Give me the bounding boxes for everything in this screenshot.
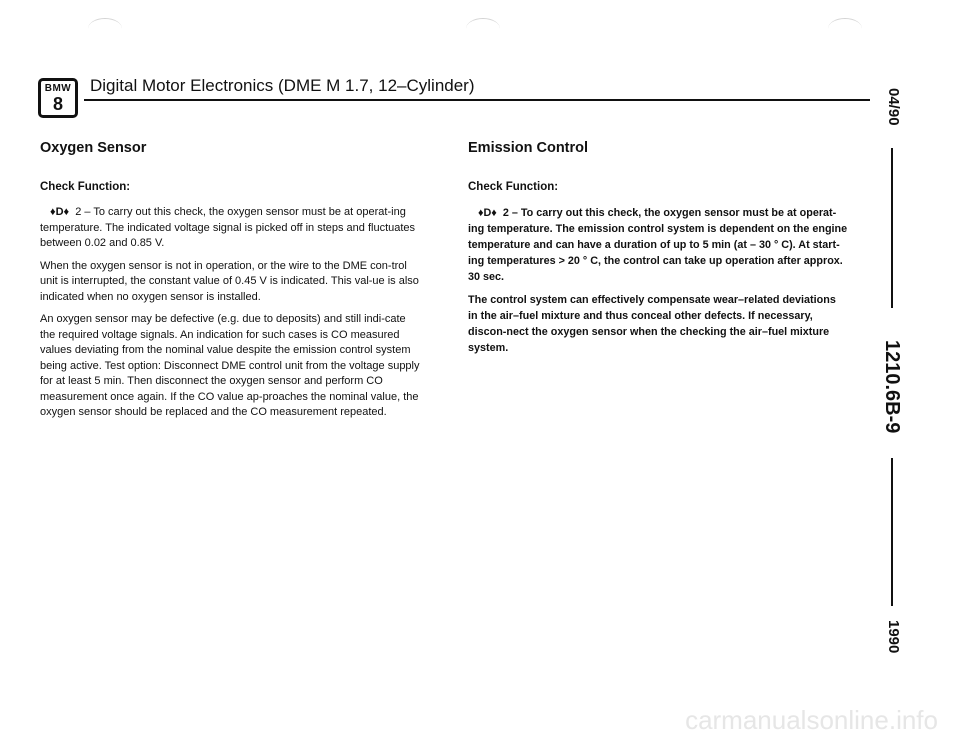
diagnostic-marker: ♦D♦ xyxy=(50,206,70,218)
paragraph-1-text: 2 – To carry out this check, the oxygen sensor must be at operat-ing temperature. The indicated voltage signal is picked off in steps and fluctuates between 0.02 and 0.85 V. xyxy=(40,206,416,249)
section-title-oxygen-sensor: Oxygen Sensor xyxy=(40,140,147,156)
side-rule-1 xyxy=(891,148,893,308)
punch-hole-center xyxy=(466,18,500,39)
paragraph-1 xyxy=(468,205,848,285)
section-title-emission-control: Emission Control xyxy=(468,140,589,156)
subtitle-check-function: Check Function: xyxy=(468,181,559,193)
subtitle-check-function: Check Function: xyxy=(40,181,131,193)
side-date: 04/90 xyxy=(885,88,902,126)
punch-hole-left xyxy=(88,18,122,39)
paragraph-2: When the oxygen sensor is not in operation, or the wire to the DME con-trol unit is interrupted, the constant value of 0.45 V is indicated. This val-ue is also indicated when no oxygen sensor is installed. xyxy=(40,259,419,303)
paragraph-1-text: 2 – To carry out this check, the oxygen sensor must be at operat-ing temperature. The emission control system is dependent on the engine temperature and can have a duration of up to 5 min (at – 30 ° C). At start-ing temperatures > 20 ° C, the control can take up operation after approx. 30 sec. xyxy=(468,207,848,283)
header-rule xyxy=(84,99,870,101)
side-rule-2 xyxy=(891,458,893,606)
watermark: carmanualsonline.info xyxy=(685,705,938,735)
paragraph-1 xyxy=(40,205,420,252)
side-document-code: 1210.6B-9 xyxy=(881,340,903,434)
diagnostic-marker: ♦D♦ xyxy=(478,207,497,219)
bmw-series-badge xyxy=(38,78,78,118)
badge-brand: BMW xyxy=(44,83,72,94)
document-title: Digital Motor Electronics (DME M 1.7, 12–Cylinder) xyxy=(90,76,475,95)
paragraph-3: An oxygen sensor may be defective (e.g. due to deposits) and still indi-cate the required voltage signals. An indication for such cases is CO measured values deviating from the nominal value despite the emission control system being active. Test option: Disconnect DME control unit from the voltage supply for at least 5 min. Then disconnect the oxygen sensor and perform CO measurement once again. If the CO value ap-proaches the nominal value, the oxygen sensor should be replaced and the CO measurement repeated. xyxy=(40,313,420,418)
punch-hole-right xyxy=(828,18,862,39)
column-oxygen-sensor xyxy=(40,140,420,428)
badge-number: 8 xyxy=(52,94,63,114)
paragraph-2: The control system can effectively compensate wear–related deviations in the air–fuel mixture and thus conceal other defects. If necessary, discon-nect the oxygen sensor when the checking the air–fuel mixture system. xyxy=(468,294,836,354)
side-year: 1990 xyxy=(885,620,902,654)
column-emission-control xyxy=(468,140,848,363)
